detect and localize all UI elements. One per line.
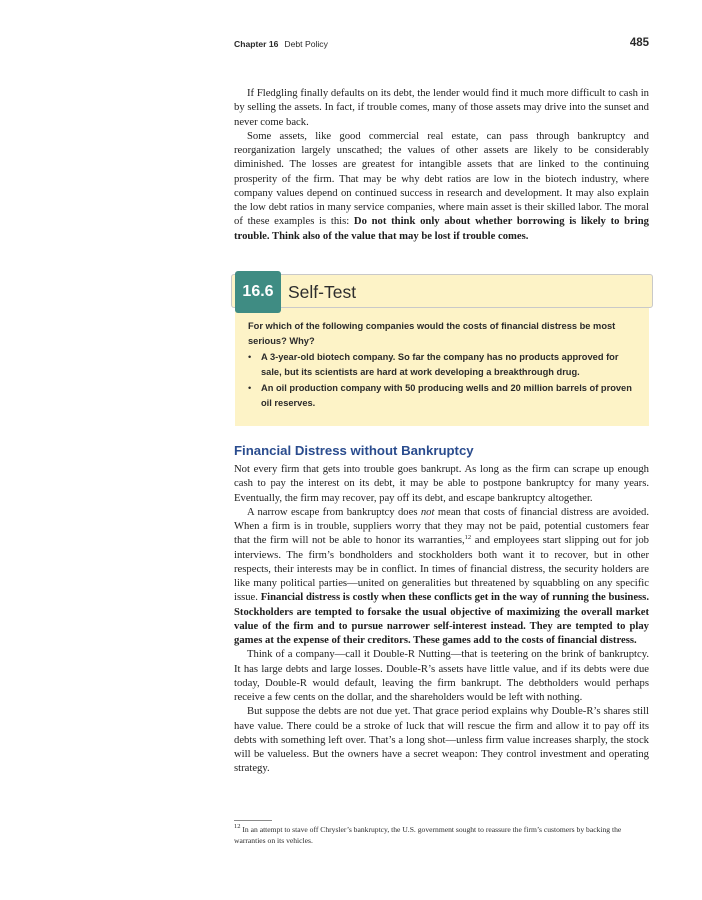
list-item-text: An oil production company with 50 producing wells and 20 million barrels of proven oil reserves. [261,382,632,408]
self-test-title: Self-Test [288,282,357,302]
footnote [234,824,649,846]
section-text [234,463,649,777]
list-item [248,381,638,412]
paragraph [234,130,649,244]
running-header [234,39,649,53]
footnote-divider [234,820,272,821]
intro-text [234,87,649,244]
bold-moral: Do not think only about whether borrowing is likely to bring trouble. Think also of the value that may be lost if trouble comes. [234,216,649,242]
list-item-text: A 3-year-old biotech company. So far the company has no products approved for sale, but its scientists are hard at work developing a breakthrough drug. [261,352,619,378]
bullet-icon: • [248,382,252,393]
self-test-box [231,274,653,425]
bold-text: Financial distress is costly when these conflicts get in the way of running the business. Stockholders are tempted to forsake the usual objective of maximizing the overall market value of the firm and to pursue narrower self-interest instead. They are tempted to play games at the expense of their creditors. These games add to the costs of financial distress. [234,592,649,646]
paragraph-text: Some assets, like good commercial real estate, can pass through bankruptcy and reorganization largely unscathed; the values of other assets are likely to be considerably diminished. The losses are greatest for intangible assets that are linked to the continuing prosperity of the firm. That may be why debt ratios are low in the biotech industry, where company values depend on continued success in research and development. It may also explain the low debt ratios in many service companies, where main asset is their skilled labor. The moral of these examples is this: [234,130,649,228]
footnote-number: 12 [234,823,241,830]
footnote-ref[interactable]: 12 [464,534,472,542]
self-test-number-badge: 16.6 [235,271,281,313]
footnote-text: In an attempt to stave off Chrysler’s bankruptcy, the U.S. government sought to reassure the firm’s customers by backing the warranties on its vehicles. [234,825,622,845]
list-item [248,350,638,381]
section-heading: Financial Distress without Bankruptcy [234,443,474,458]
self-test-question: For which of the following companies would the costs of financial distress be most serious? Why? [248,321,616,347]
paragraph: Not every firm that gets into trouble goes bankrupt. As long as the firm can scrape up enough cash to pay the interest on its debt, it may be able to postpone bankruptcy for many years. Eventually, the firm may recover, pay off its debt, and escape bankruptcy altogether. [234,464,649,504]
paragraph-text: mean that costs of financial distress are avoided. When a firm is in trouble, suppliers worry that they may not be paid, potential customers fear that the firm will not be able to honor its warranties, [234,506,649,547]
chapter-label: Chapter 16 [234,39,279,49]
emphasis: not [420,506,435,518]
paragraph: But suppose the debts are not due yet. That grace period explains why Double-R’s shares still have value. There could be a stroke of luck that will rescue the firm and allow it to pay off its debts with something left over. That’s a long shot—unless firm value increases sharply, the stock will be valueless. But the owners have a secret weapon: They control investment and operating strategy. [234,706,649,775]
bullet-icon: • [248,352,252,362]
chapter-title: Debt Policy [284,39,328,49]
page-number: 485 [629,37,649,49]
self-test-list [248,350,638,411]
paragraph: If Fledgling finally defaults on its debt, the lender would find it much more difficult to cash in by selling the assets. In fact, if trouble comes, many of those assets may drive into the sunset and never come back. [234,88,649,128]
paragraph: Think of a company—call it Double-R Nutting—that is teetering on the brink of bankruptcy. It has large debts and large losses. Double-R’s assets have little value, and if its debts were due today, Double-R would default, leaving the firm bankrupt. The debtholders would perhaps receive a few cents on the dollar, and the shareholders would be left with nothing. [234,649,649,703]
paragraph-text: A narrow escape from bankruptcy does [247,506,418,518]
paragraph [234,506,649,649]
paragraph-text: and employees start slipping out for job interviews. The firm’s bondholders and stockholders both want it to recover, but in other respects, their interests may be in conflict. In times of financial distress, the security holders are like many political parties—united on generalities but threatened by squabbling on any specific issue. [234,535,650,604]
